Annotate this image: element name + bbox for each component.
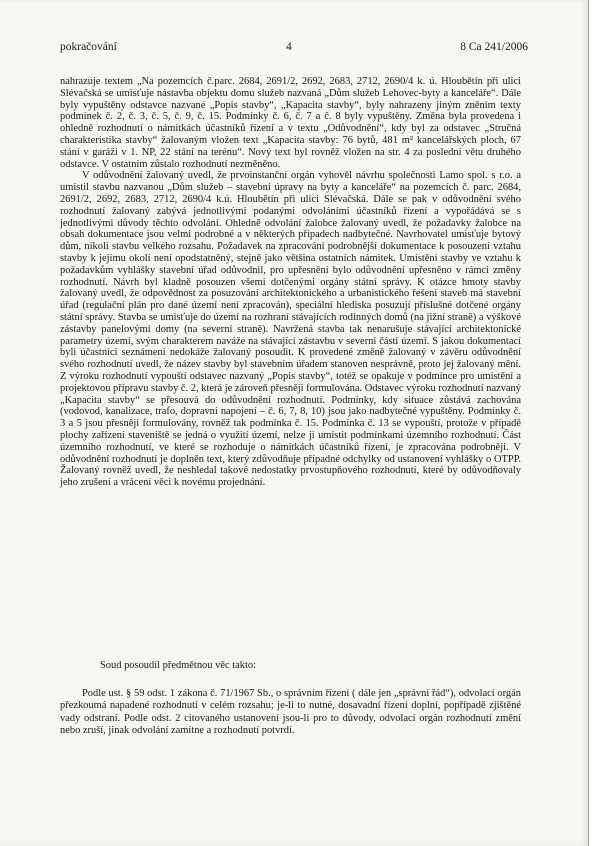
paragraph-legal-basis-text: Podle ust. § 59 odst. 1 zákona č. 71/1967 Sb., o správním řízení ( dále jen „správní řád“), odvolací orgán přezkoumá napadené rozhodnutí v celém rozsahu; je-li to nutné, dosavadní řízení doplní, popřípadě zjištěné vady odstraní. Podle odst. 2 citovaného ustanovení jsou-li pro to důvody, odvolací orgán rozhodnutí změní nebo zruší, jinak odvolání zamítne a rozhodnutí potvrdí. [60, 688, 521, 737]
paragraph-reasoning: V odůvodnění žalovaný uvedl, že prvoinstanční orgán vyhověl návrhu společnosti Lamo spol. s r.o. a umístil stavbu nazvanou „Dům služeb – stavební úpravy na byty a kanceláře“ na pozemcích č. parc. 2684, 2691/2, 2692, 2683, 2712, 2690/4 k.ú. Hloubětín při ulici Slévačská. Dále se pak v odůvodnění svého rozhodnutí žalovaný zabývá jednotlivými podanými odvoláními účastníků řízení a vypořádává se s jednotlivými důvody těchto odvolání. Ohledně odvolání žalobce žalovaný uvedl, že požadavky žalobce na obsah dokumentace jsou velmi podrobné a v některých případech nadbytečné. Navrhovatel umisťuje bytový dům, nikoli stavbu velkého rozsahu. Požadavek na zpracování podrobnější dokumentace k posouzení vztahu stavby k jejímu okolí není opodstatněný, stejně jako většina ostatních námitek. Umístění stavby ve vztahu k požadavkům vyhlášky stavební úřad odůvodnil, pro upřesnění bylo odůvodnění upřesněno v rámci změny rozhodnutí. Návrh byl kladně posouzen všemi dotčenými orgány státní správy. K otázce hmoty stavby žalovaný uvedl, že odpovědnost za posuzování architektonického a urbanistického řešení staveb má stavební úřad (regulační plán pro dané území není zpracován), speciální hlediska posuzují příslušné dotčené orgány státní správy. Stavba se umisťuje do území na rozhraní stávajících rodinných domů (na jižní straně) a výškové zástavby panelovými domy (na severní straně). Navržená stavba tak nenarušuje stávající architektonické parametry území, svým charakterem naváže na stávající zástavbu v severní části území. S jakou dokumentací byli účastníci seznámeni nedokáže žalovaný posoudit. K provedené změně žalovaný v závěru odůvodnění svého rozhodnutí uvedl, že název stavby byl stavebním úřadem stanoven nesprávně, proto jej žalovaný mění. Z výroku rozhodnutí vypouští odstavec nazvaný „Popis stavby“, totéž se opakuje v podmínce pro umístění a projektovou přípravu stavby č. 2, která je zároveň přesněji formulována. Odstavec výroku rozhodnutí nazvaný „Kapacita stavby“ se přesouvá do odůvodnění rozhodnutí. Podmínky, kdy situace zůstává zachována (vodovod, kanalizace, trafo, dopravní napojení – č. 6, 7, 8, 10) jsou jako nadbytečné vypuštěny. Podmínky č. 3 a 5 jsou přesněji formulovány, rovněž tak podmínka č. 15. Podmínka č. 13 se vypouští, protože v případě plochy zařízení staveniště se jedná o využití území, nelze ji umístit podmínkami územního rozhodnutí. Část územního rozhodnutí, ve které se rozhoduje o námitkách účastníků řízení, je zpracována podrobněji. V odůvodnění rozhodnutí je doplněn text, který zdůvodňuje případné odchylky od ustanovení vyhlášky o OTPP. Žalovaný rovněž uvedl, že neshledal takové nedostatky prvostupňového rozhodnutí, které by odůvodňovaly jeho zrušení a vrácení věci k novému projednání. [60, 170, 521, 489]
document-body [60, 76, 521, 489]
case-number: 8 Ca 241/2006 [460, 41, 528, 53]
continuation-label: pokračování [60, 41, 117, 53]
paragraph-amendment: nahrazuje textem „Na pozemcích č.parc. 2684, 2691/2, 2692, 2683, 2712, 2690/4 k. ú. Hloubětín při ulici Slévačská se umisťuje nástavba objektu domu služeb nazvaná „Dům služeb Lehovec-byty a kanceláře“. Dále byly vypuštěny odstavce nazvané „Popis stavby“, „Kapacita stavby“, byly nahrazeny jiným zněním texty podmínek č. 2, č. 3, č. 5, č. 9, č. 15. Podmínky č. 6, č. 7 a č. 8 byly vypuštěny. Změna byla provedena i ohledně rozhodnutí o námitkách účastníků řízení a v textu „Odůvodnění“, kdy byl za odstavec „Stručná charakteristika stavby“ žalovaným vložen text „Kapacita stavby: 76 bytů, 481 m² kancelářských ploch, 67 stání v garáži v 1. NP, 22 stání na terénu“. Nový text byl rovněž vložen na str. 4 za poslední větu druhého odstavce. V ostatním zůstalo rozhodnutí nezměněno. [60, 76, 521, 170]
court-assessment-heading: Soud posoudil předmětnou věc takto: [100, 660, 256, 671]
paragraph-legal-basis [60, 688, 521, 738]
page-number: 4 [286, 41, 292, 53]
